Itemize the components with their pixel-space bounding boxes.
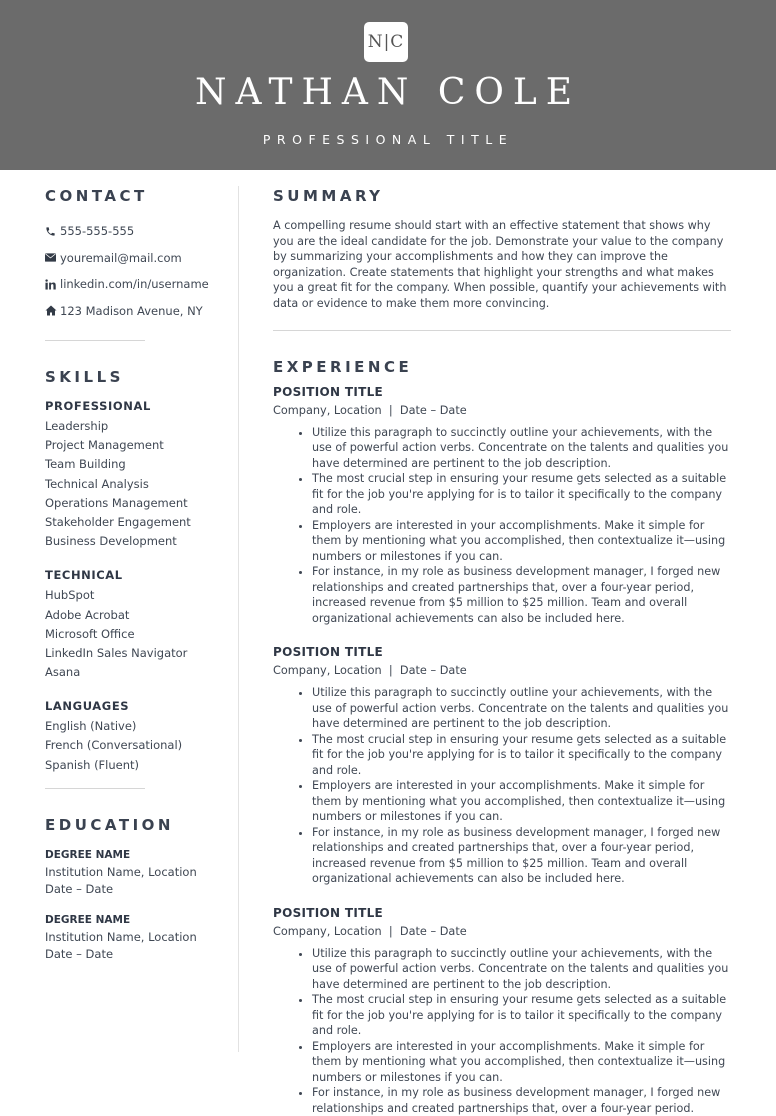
position-entry (273, 384, 731, 627)
institution: Institution Name, Location (45, 864, 197, 879)
bullet-item: • The most crucial step in ensuring your resume gets selected as a suitable fit for the job you're applying for is to tailor it specifically to the company and role. (312, 471, 731, 518)
skill-item: French (Conversational) (45, 738, 183, 753)
skills-group-title: PROFESSIONAL (45, 399, 151, 413)
right-column (273, 186, 731, 1116)
position-company: Company, Location | Date – Date (273, 403, 467, 417)
contact-section (45, 186, 230, 324)
skill-item: Team Building (45, 457, 126, 472)
education-dates: Date – Date (45, 881, 114, 896)
bullet-item: • For instance, in my role as business development manager, I forged new relationships and created partnerships that, over a four-year period, increased revenue from $5 million to $25 million. Team and overall organizational achievements can also be included here. (312, 564, 731, 626)
position-company: Company, Location | Date – Date (273, 924, 467, 938)
skill-item: Adobe Acrobat (45, 607, 130, 622)
bullet-item: • Employers are interested in your accomplishments. Make it simple for them by mentioning what you accomplished, then contextualize it—using numbers or milestones if you can. (312, 778, 731, 825)
resume-header (0, 0, 776, 170)
bullet-item: • Utilize this paragraph to succinctly outline your achievements, with the use of powerful action verbs. Concentrate on the talents and qualities you have determined are pertinent to the job description. (312, 425, 731, 472)
skill-item: Project Management (45, 438, 164, 453)
position-bullets (273, 425, 731, 627)
contact-email-text: youremail@mail.com (60, 250, 182, 265)
skill-item: Stakeholder Engagement (45, 514, 191, 529)
position-entry (273, 905, 731, 1116)
bullet-item: • Employers are interested in your accomplishments. Make it simple for them by mentioning what you accomplished, then contextualize it—using numbers or milestones if you can. (312, 518, 731, 565)
professional-title: PROFESSIONAL TITLE (262, 132, 514, 147)
position-bullets (273, 946, 731, 1116)
bullet-item: • Utilize this paragraph to succinctly outline your achievements, with the use of powerful action verbs. Concentrate on the talents and qualities you have determined are pertinent to the job description. (312, 685, 731, 732)
position-title: POSITION TITLE (273, 905, 384, 920)
phone-icon (45, 226, 60, 237)
education-entry (45, 847, 230, 898)
contact-phone-text: 555-555-555 (60, 224, 135, 239)
monogram-logo: N|C (364, 22, 408, 62)
degree-name: DEGREE NAME (45, 913, 131, 926)
skill-item: Spanish (Fluent) (45, 757, 140, 772)
skills-heading: SKILLS (45, 368, 124, 386)
skill-item: Technical Analysis (45, 476, 149, 491)
skills-group-title: LANGUAGES (45, 699, 130, 714)
education-section (45, 815, 230, 963)
contact-address (45, 298, 230, 325)
skills-group-title: TECHNICAL (45, 568, 123, 583)
summary-heading: SUMMARY (273, 187, 384, 205)
position-bullets (273, 685, 731, 887)
skill-item: HubSpot (45, 588, 95, 603)
contact-address-text: 123 Madison Avenue, NY (60, 303, 203, 318)
position-entry (273, 644, 731, 887)
bullet-item: • Utilize this paragraph to succinctly outline your achievements, with the use of powerful action verbs. Concentrate on the talents and qualities you have determined are pertinent to the job description. (312, 946, 731, 993)
contact-phone (45, 218, 230, 245)
skill-item: Asana (45, 665, 81, 680)
bullet-item: • Employers are interested in your accomplishments. Make it simple for them by mentioning what you accomplished, then contextualize it—using numbers or milestones if you can. (312, 1039, 731, 1086)
summary-section (273, 186, 731, 312)
bullet-item: • For instance, in my role as business development manager, I forged new relationships and created partnerships that, over a four-year period, increased revenue from $5 million to $25 million. Team and overall organizational achievements can also be included here. (312, 825, 731, 887)
skill-item: Microsoft Office (45, 626, 135, 641)
experience-section (273, 357, 731, 1116)
position-title: POSITION TITLE (273, 645, 384, 660)
home-icon (45, 305, 60, 316)
skill-item: LinkedIn Sales Navigator (45, 645, 188, 660)
left-column (45, 186, 230, 963)
linkedin-icon (45, 279, 60, 290)
candidate-name: NATHAN COLE (194, 72, 582, 113)
education-heading: EDUCATION (45, 815, 174, 834)
envelope-icon (45, 253, 60, 262)
position-title: POSITION TITLE (273, 384, 384, 399)
skill-item: Operations Management (45, 495, 188, 510)
summary-text: A compelling resume should start with an effective statement that shows why you are the ideal candidate for the job. Demonstrate your value to the company by summarizing your accomplishments and how they can improve the organization. Create statements that highlight your strengths and what makes you a great fit for the company. When possible, quantify your achievements with data or evidence to make them more convincing. (273, 219, 727, 310)
experience-heading: EXPERIENCE (273, 357, 413, 376)
skills-section (45, 367, 230, 775)
education-entry (45, 912, 230, 963)
contact-heading: CONTACT (45, 187, 148, 205)
contact-linkedin (45, 271, 230, 298)
bullet-item: • The most crucial step in ensuring your resume gets selected as a suitable fit for the job you're applying for is to tailor it specifically to the company and role. (312, 732, 731, 779)
column-divider (238, 186, 239, 1052)
institution: Institution Name, Location (45, 929, 197, 944)
position-company: Company, Location | Date – Date (273, 664, 467, 678)
degree-name: DEGREE NAME (45, 848, 131, 861)
skill-item: Leadership (45, 419, 109, 433)
bullet-item: • The most crucial step in ensuring your resume gets selected as a suitable fit for the job you're applying for is to tailor it specifically to the company and role. (312, 992, 731, 1039)
skill-item: Business Development (45, 534, 177, 549)
contact-linkedin-text: linkedin.com/in/username (60, 277, 209, 292)
contact-email (45, 245, 230, 272)
bullet-item: • For instance, in my role as business development manager, I forged new relationships and created partnerships that, over a four-year period. (312, 1085, 731, 1116)
education-dates: Date – Date (45, 946, 114, 961)
skill-item: English (Native) (45, 719, 137, 734)
